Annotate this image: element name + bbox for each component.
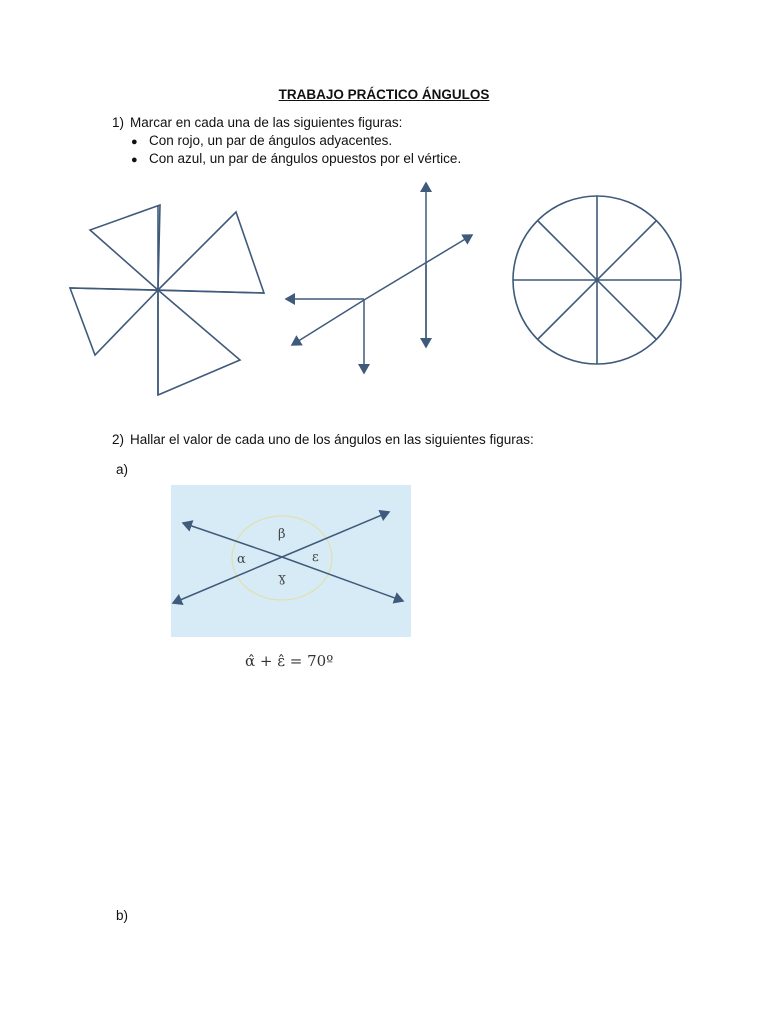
question-1-text: Marcar en cada una de las siguientes figuras: [130, 115, 403, 130]
alpha-label: α [237, 552, 246, 567]
pinwheel-figure [60, 195, 280, 405]
angles-figure-a [165, 483, 415, 678]
arrow-lines-figure [280, 175, 490, 385]
pinwheel-triangle-top [90, 205, 160, 290]
part-b-label: b) [116, 908, 129, 923]
pinwheel-triangle-left [70, 288, 158, 355]
epsilon-label: ε [312, 550, 319, 565]
question-1-bullet-2 [131, 151, 461, 166]
bullet-text: Con rojo, un par de ángulos adyacentes. [149, 133, 393, 148]
bullet-icon: ● [131, 154, 138, 166]
question-1-number: 1) [112, 115, 125, 130]
pinwheel-triangle-right [158, 212, 264, 293]
question-2-number: 2) [112, 432, 125, 447]
divided-circle-figure [508, 195, 688, 365]
bullet-text: Con azul, un par de ángulos opuestos por el vértice. [149, 151, 462, 166]
page-title: TRABAJO PRÁCTICO ÁNGULOS [278, 87, 490, 102]
part-a-label: a) [116, 462, 129, 477]
diagonal-arrow-down [292, 300, 364, 345]
pinwheel-triangle-bottom [158, 290, 240, 395]
question-2 [112, 432, 534, 447]
question-2-text: Hallar el valor de cada uno de los ángulos en las siguientes figuras: [130, 432, 534, 447]
bullet-icon: ● [131, 136, 138, 148]
angle-equation: α̂ + ε̂ = 70º [245, 652, 334, 670]
question-1-bullet-1 [131, 133, 392, 148]
gamma-label: ɣ [278, 571, 286, 586]
question-1 [112, 115, 402, 130]
diagonal-arrow-up [364, 235, 472, 300]
beta-label: β [278, 527, 286, 542]
